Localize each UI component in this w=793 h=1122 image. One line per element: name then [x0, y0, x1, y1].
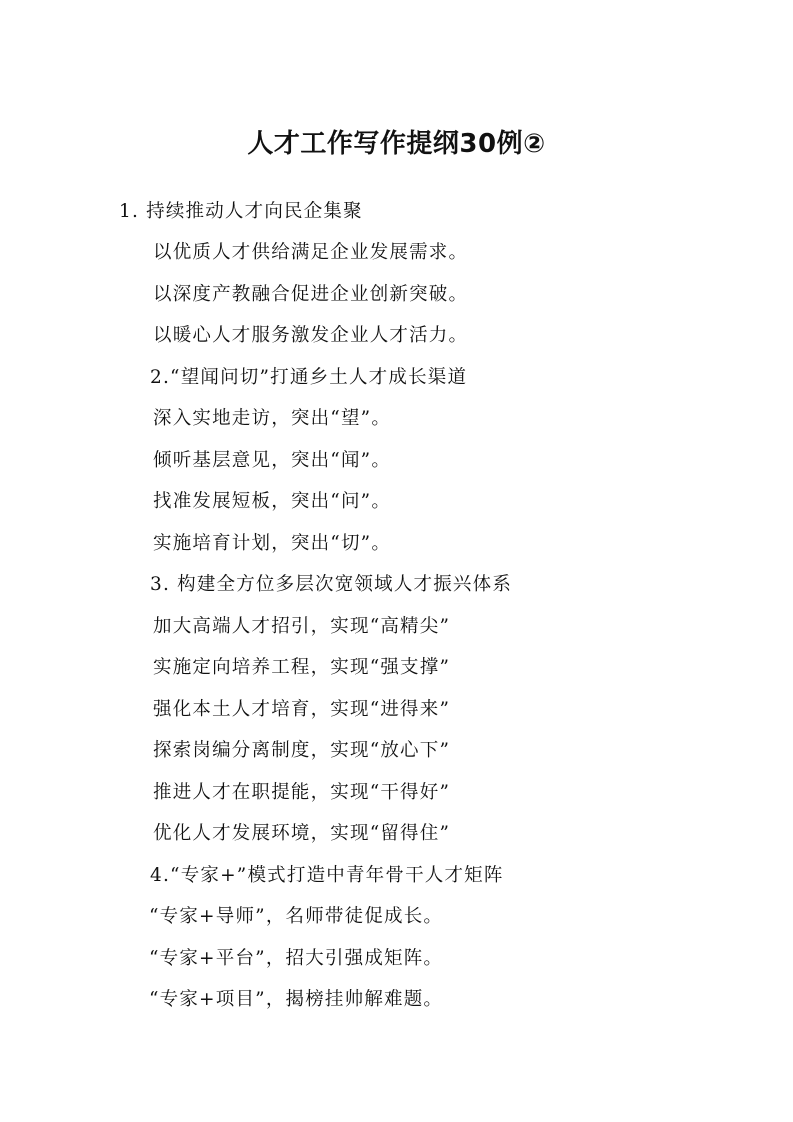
- outline-item: 优化人才发展环境，实现“留得住”: [153, 823, 451, 844]
- outline-item: 深入实地走访，突出“望”。: [153, 408, 392, 429]
- section-heading-1: 1. 持续推动人才向民企集聚: [119, 201, 363, 222]
- outline-item: 实施定向培养工程，实现“强支撑”: [153, 657, 451, 678]
- section-heading-4: 4.“专家+”模式打造中青年骨干人才矩阵: [150, 865, 504, 886]
- outline-item: 探索岗编分离制度，实现“放心下”: [153, 740, 451, 761]
- outline-item: 推进人才在职提能，实现“干得好”: [153, 782, 451, 803]
- outline-item: “专家+平台”，招大引强成矩阵。: [149, 948, 444, 969]
- outline-item: “专家+项目”，揭榜挂帅解难题。: [149, 989, 444, 1010]
- outline-item: 找准发展短板，突出“问”。: [153, 491, 392, 512]
- document-title: 人才工作写作提纲30例②: [247, 129, 546, 159]
- outline-item: 以深度产教融合促进企业创新突破。: [153, 284, 469, 305]
- outline-item: 倾听基层意见，突出“闻”。: [153, 450, 392, 471]
- outline-item: 加大高端人才招引，实现“高精尖”: [153, 616, 451, 637]
- outline-item: 以优质人才供给满足企业发展需求。: [153, 242, 469, 263]
- outline-item: 以暖心人才服务激发企业人才活力。: [153, 325, 469, 346]
- section-heading-2: 2.“望闻问切”打通乡土人才成长渠道: [150, 367, 468, 388]
- section-heading-3: 3. 构建全方位多层次宽领域人才振兴体系: [150, 574, 513, 595]
- outline-item: 实施培育计划，突出“切”。: [153, 533, 392, 554]
- outline-item: 强化本土人才培育，实现“进得来”: [153, 699, 451, 720]
- outline-item: “专家+导师”，名师带徒促成长。: [149, 906, 444, 927]
